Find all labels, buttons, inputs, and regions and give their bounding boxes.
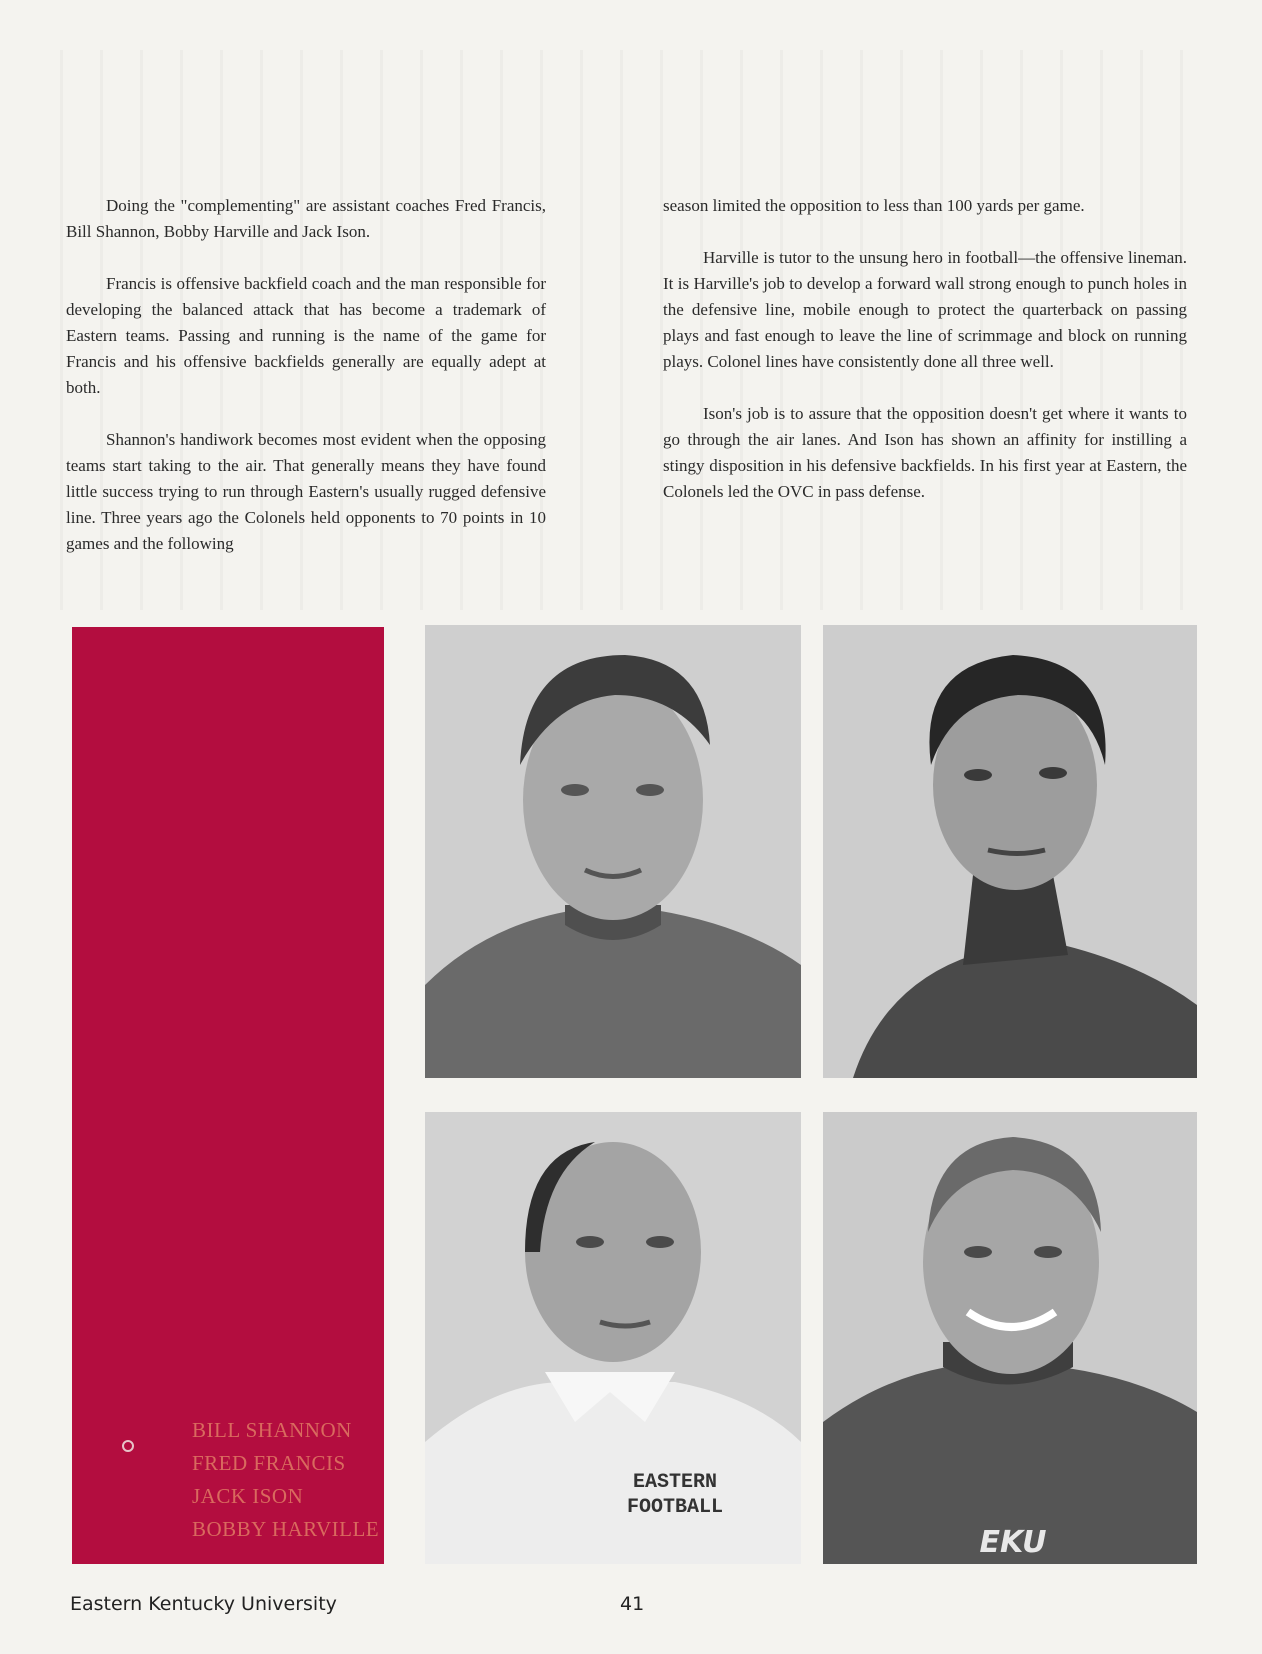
caption-names [192,1414,379,1546]
paragraph: Shannon's handiwork becomes most evident when the opposing teams start taking to the air. That generally means they have found little success trying to run through Eastern's usually rugged defensive line. Three years ago the Colonels held opponents to 70 points in 10 games and the following [66,430,546,553]
footer-publisher: Eastern Kentucky University [70,1593,337,1615]
paragraph: Harville is tutor to the unsung hero in football—the offensive lineman. It is Harville's job to develop a forward wall strong enough to punch holes in the defensive line, mobile enough to protect the quarterback on passing plays and fast enough to leave the line of scrimmage and block on running plays. Colonel lines have consistently done all three well. [663,248,1187,371]
paragraph: Francis is offensive backfield coach and the man responsible for developing the balanced attack that has become a trademark of Eastern teams. Passing and running is the name of the game for Francis and his offensive backfields generally are equally adept at both. [66,274,546,397]
caption-name: FRED FRANCIS [192,1451,346,1475]
portrait-photo-top-left [425,625,801,1078]
paragraph: Ison's job is to assure that the opposition doesn't get where it wants to go through the air lanes. And Ison has shown an affinity for instilling a stingy disposition in his defensive backfields. In his first year at Eastern, the Colonels led the OVC in pass defense. [663,404,1187,501]
text-column-right [663,193,1187,531]
caption-name: BILL SHANNON [192,1418,352,1442]
portrait-photo-top-right [823,625,1197,1078]
caption-name: JACK ISON [192,1484,304,1508]
paragraph-continued: season limited the opposition to less than 100 yards per game. [663,196,1085,215]
shirt-text-top: EASTERN [632,1471,718,1494]
shirt-text-bottom: FOOTBALL [626,1496,724,1519]
page-number: 41 [620,1593,645,1615]
paragraph: Doing the "complementing" are assistant coaches Fred Francis, Bill Shannon, Bobby Harville and Jack Ison. [66,196,546,241]
portrait-photo-bottom-right [823,1112,1197,1564]
portrait-photo-bottom-left [425,1112,801,1564]
circle-mark-icon [122,1440,134,1452]
shirt-text: EKU [979,1525,1047,1560]
text-column-left [66,193,546,583]
caption-name: BOBBY HARVILLE [192,1517,380,1541]
caption-panel [72,627,384,1564]
